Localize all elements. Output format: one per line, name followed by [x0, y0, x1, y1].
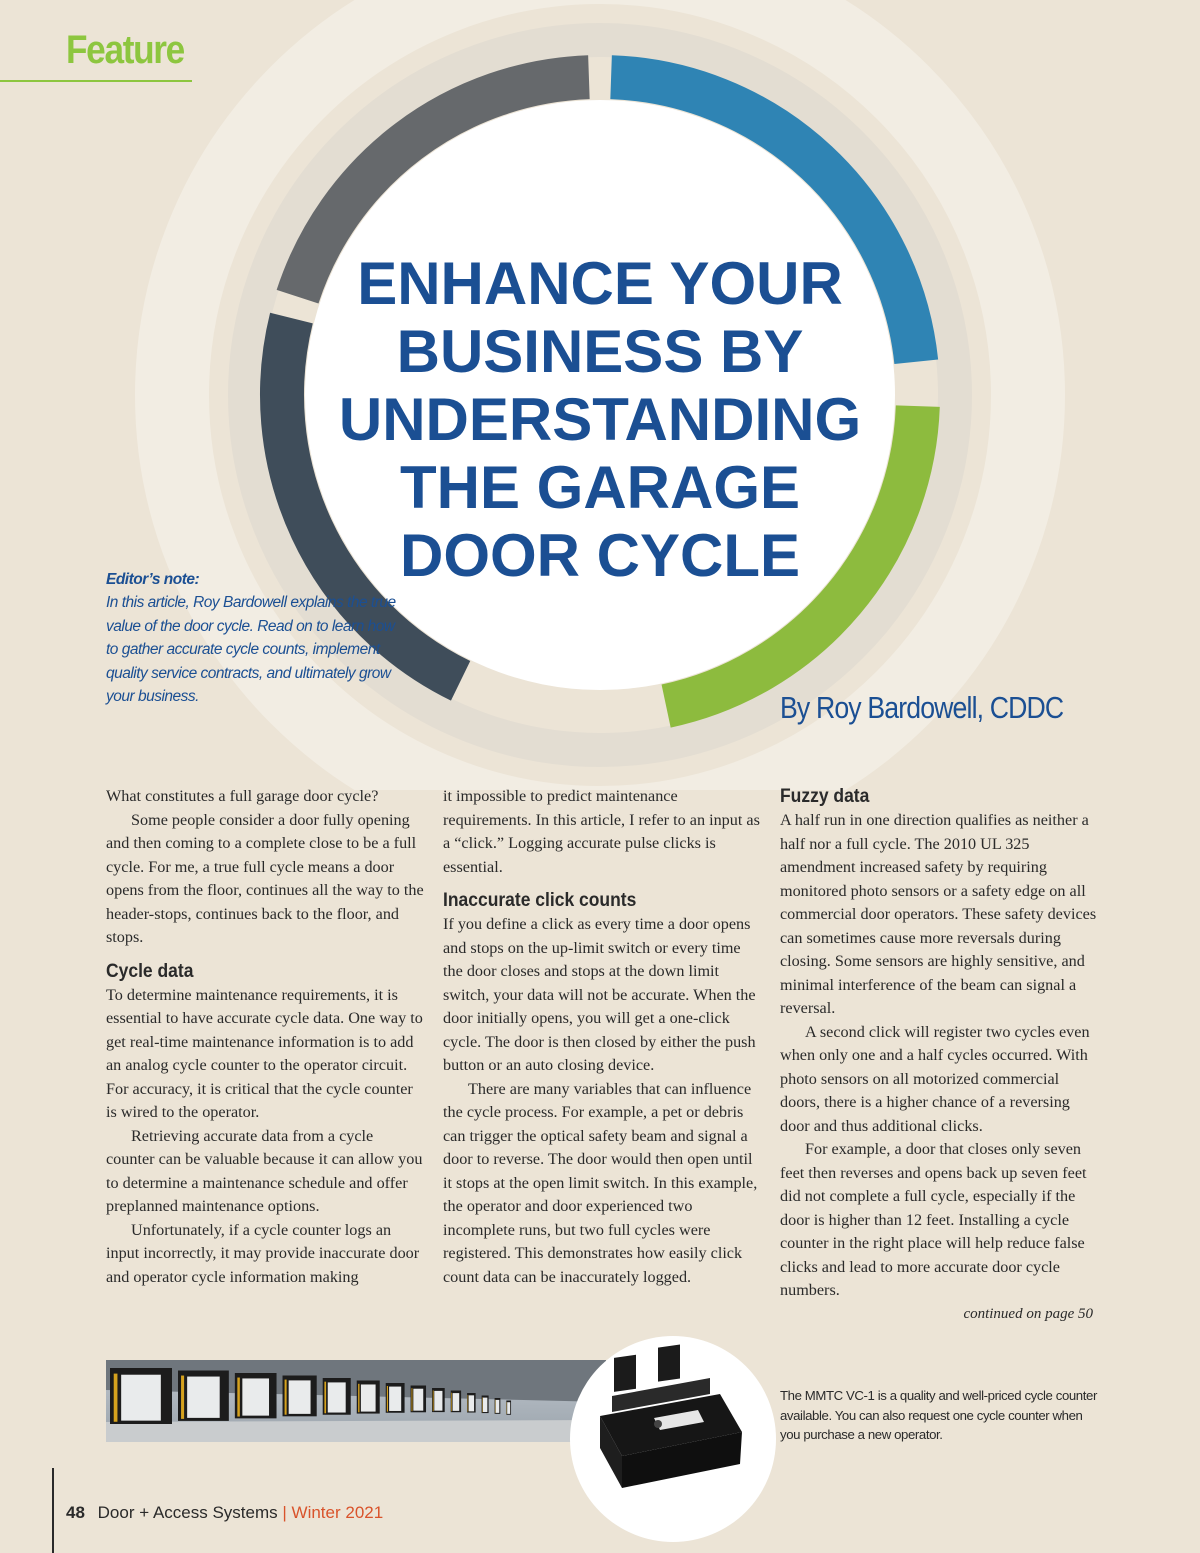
section-tag: Feature	[66, 28, 184, 72]
dock-door	[432, 1388, 445, 1412]
dock-door	[178, 1371, 229, 1421]
issue-date: Winter 2021	[291, 1503, 384, 1522]
body-column-3	[780, 785, 1098, 1303]
subheading-cycle-data: Cycle data	[106, 960, 194, 982]
footer-rule	[52, 1468, 54, 1553]
editors-note-text: In this article, Roy Bardowell explains the true value of the door cycle. Read on to learn how to gather accurate cycle counts, implement quality service contracts, and ultimately grow your business.	[106, 594, 396, 706]
figure-caption: The MMTC VC-1 is a quality and well-priced cycle counter available. You can also request one cycle counter when you purchase a new operator.	[780, 1388, 1097, 1442]
loading-dock-photo	[106, 1360, 606, 1442]
title-line: THE GARAGE	[399, 454, 801, 521]
body-column-2	[443, 785, 761, 1289]
title-line: UNDERSTANDING	[338, 386, 862, 453]
page-footer	[66, 1503, 383, 1523]
dock-door	[386, 1383, 405, 1413]
paragraph: For example, a door that closes only seven feet then reverses and opens back up seven feet did not complete a full cycle, especially if the door is higher than 12 feet. Installing a cycle counter in the right place will help reduce false clicks and lead to more accurate door cycle numbers.	[780, 1140, 1087, 1299]
paragraph: There are many variables that can influence the cycle process. For example, a pet or debris can trigger the optical safety beam and signal a door to reverse. The door would then open until it stops at the open limit switch. In this example, the operator and door experienced two incomplete runs, but two full cycles were registered. This demonstrates how easily click count data can be inaccurately logged.	[443, 1079, 758, 1286]
body-column-1	[106, 785, 424, 1289]
cycle-counter-image	[570, 1336, 776, 1542]
footer-separator: |	[282, 1503, 287, 1522]
paragraph: What constitutes a full garage door cycle?	[106, 787, 379, 805]
article-title	[330, 250, 870, 590]
continued-note: continued on page 50	[963, 1306, 1093, 1322]
editors-note-label: Editor’s note:	[106, 571, 200, 588]
dock-door	[357, 1381, 380, 1414]
paragraph: A half run in one direction qualifies as neither a half nor a full cycle. The 2010 UL 325 amendment increased safety by requiring monitored photo sensors or a safety edge on all commercial door operators. These safety devices can sometimes cause more reversals during closing. Some sensors are highly sensitive, and minimal interference of the beam can signal a reversal.	[780, 811, 1097, 1017]
dock-door	[110, 1368, 172, 1424]
paragraph: A second click will register two cycles even when only one and a half cycles occurred. With photo sensors on all motorized commercial doors, there is a higher chance of a reversing door and thus additional clicks.	[780, 1022, 1090, 1135]
paragraph: Some people consider a door fully opening and then coming to a complete close to be a full cycle. For me, a true full cycle means a door opens from the floor, continues all the way to the header-stops, continues back to the floor, and stops.	[106, 810, 424, 946]
dock-door	[323, 1378, 351, 1415]
dock-door	[495, 1398, 501, 1414]
subheading-inaccurate-click-counts: Inaccurate click counts	[443, 890, 637, 911]
paragraph: it impossible to predict maintenance requirements. In this article, I refer to an input as a “click.” Logging accurate pulse clicks is essential.	[443, 787, 760, 876]
byline: By Roy Bardowell, CDDC	[780, 690, 1064, 725]
paragraph: Retrieving accurate data from a cycle counter can be valuable because it can allow you to determine a maintenance schedule and offer preplanned maintenance options.	[106, 1126, 423, 1215]
editors-note	[106, 568, 406, 708]
page-number: 48	[66, 1503, 85, 1522]
title-line: DOOR CYCLE	[399, 522, 801, 589]
title-line: ENHANCE YOUR	[357, 250, 843, 317]
subheading-fuzzy-data: Fuzzy data	[780, 786, 870, 807]
section-rule	[0, 80, 192, 82]
paragraph: To determine maintenance requirements, it is essential to have accurate cycle data. One way to get real-time maintenance information is to add an analog cycle counter to the operator circuit. For accuracy, it is critical that the cycle counter is wired to the operator.	[106, 985, 423, 1121]
dock-door	[411, 1386, 426, 1413]
dock-door	[451, 1391, 461, 1413]
dock-door	[283, 1376, 317, 1417]
paragraph: Unfortunately, if a cycle counter logs an input incorrectly, it may provide inaccurate door and operator cycle information making	[106, 1220, 420, 1286]
paragraph: If you define a click as every time a door opens and stops on the up-limit switch or every time the door closes and stops at the down limit switch, your data will not be accurate. When the door initially opens, you will get a one-click cycle. The door is then closed by either the push button or an auto closing device.	[443, 915, 756, 1074]
dock-door	[235, 1373, 277, 1418]
title-line: BUSINESS BY	[396, 318, 804, 385]
publication-name: Door + Access Systems	[97, 1503, 278, 1522]
dock-door	[467, 1393, 476, 1413]
dock-door	[506, 1401, 511, 1415]
dock-door	[482, 1396, 489, 1414]
